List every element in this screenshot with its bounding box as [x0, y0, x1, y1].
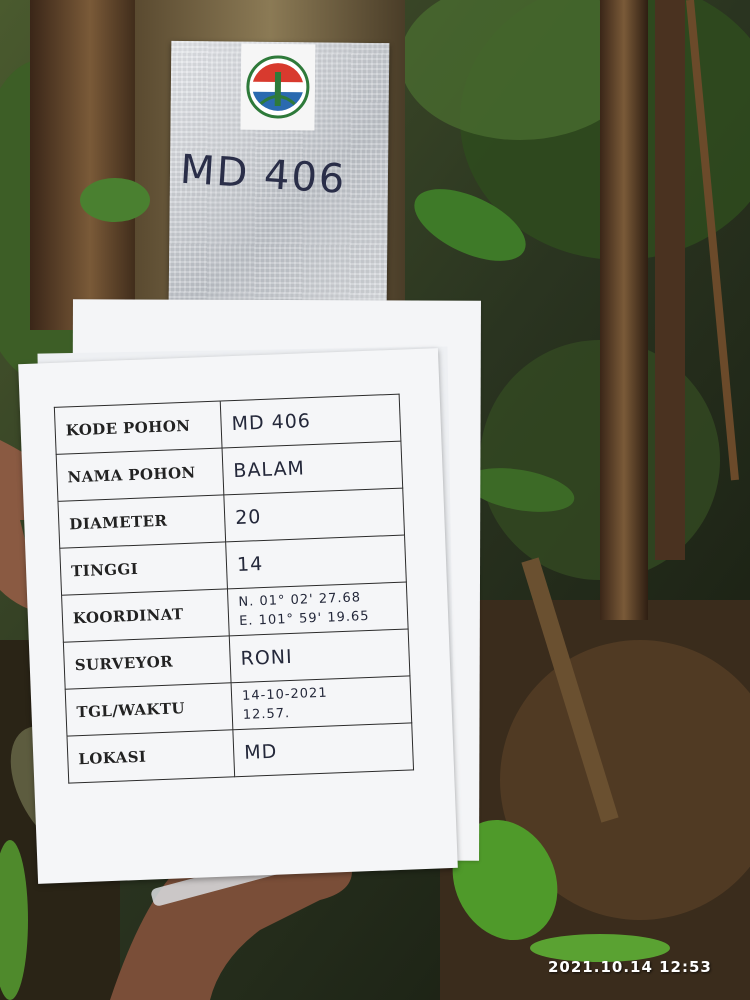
form-value: BALAM: [222, 441, 403, 495]
form-value: [227, 582, 408, 636]
form-label: SURVEYOR: [63, 636, 231, 689]
form-value: MD: [233, 723, 414, 777]
form-label: LOKASI: [67, 730, 235, 783]
form-value: MD 406: [220, 394, 401, 448]
form-value: 14: [226, 535, 407, 589]
form-value: [231, 676, 412, 730]
form-label: TINGGI: [60, 542, 228, 595]
emblem-logo: [240, 44, 315, 131]
form-label: NAMA POHON: [56, 448, 224, 501]
form-label: TGL/WAKTU: [65, 683, 233, 736]
coordinate-north: N. 01° 02' 27.68: [238, 590, 362, 610]
survey-date: 14-10-2021: [241, 685, 328, 704]
form-label: DIAMETER: [58, 495, 226, 548]
form-value: 20: [224, 488, 405, 542]
tree-tag: [169, 41, 390, 305]
form-label: KOORDINAT: [62, 589, 230, 642]
survey-time: 12.57.: [242, 706, 291, 723]
tree-tag-code: MD 406: [178, 146, 348, 204]
survey-form-sheet: [18, 348, 458, 884]
coordinate-east: E. 101° 59' 19.65: [238, 608, 370, 629]
form-value: RONI: [229, 629, 410, 683]
survey-form-table: [54, 394, 414, 784]
photo-timestamp: 2021.10.14 12:53: [548, 958, 712, 976]
form-label: KODE POHON: [54, 401, 222, 454]
